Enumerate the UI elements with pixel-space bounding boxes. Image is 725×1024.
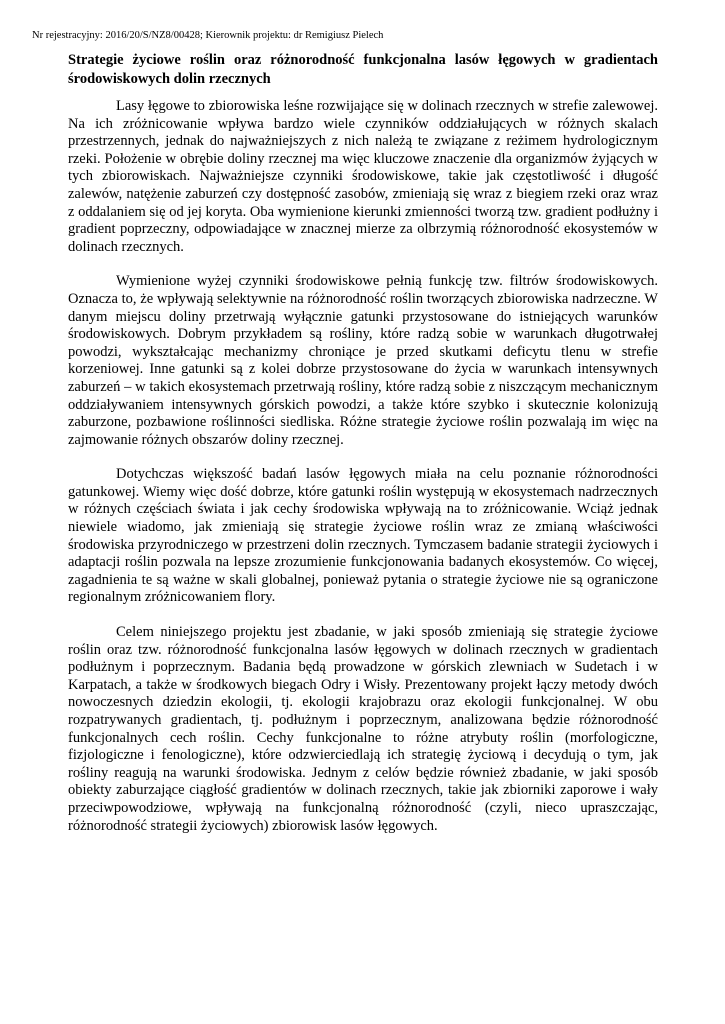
paragraph-4: Celem niniejszego projektu jest zbadanie, w jaki sposób zmieniają się strategie życiowe roślin oraz tzw. różnorodność funkcjonalna lasów łęgowych w dolinach rzecznych w gradientach podłużnym i poprzecznym. Badania będą prowadzone w górskich zlewniach w Sudetach i w Karpatach, a także w środkowych biegach Odry i Wisły. Prezentowany projekt łączy metody dwóch nowoczesnych dziedzin ekologii, tj. ekologii krajobrazu oraz ekologii funkcjonalnej. W obu rozpatrywanych gradientach, tj. podłużnym i poprzecznym, analizowana będzie różnorodność funkcjonalnych cech roślin. Cechy funkcjonalne to różne atrybuty roślin (morfologiczne, fizjologiczne i fenologiczne), które odzwierciedlają ich strategię życiową i decydują o tym, jak rośliny reagują na warunki środowiska. Jednym z celów będzie również zbadanie, w jaki sposób obiekty zaburzające ciągłość gradientów w dolinach rzecznych, takie jak zbiorniki zaporowe i wały przeciwpowodziowe, wpływają na funkcjonalną różnorodność (czyli, nieco upraszczając, różnorodność strategii życiowych) zbiorowisk lasów łęgowych. bbox=[68, 624, 658, 834]
registration-header: Nr rejestracyjny: 2016/20/S/NZ8/00428; Kierownik projektu: dr Remigiusz Pielech bbox=[32, 30, 384, 41]
paragraph-3: Dotychczas większość badań lasów łęgowych miała na celu poznanie różnorodności gatunkowej. Wiemy więc dość dobrze, które gatunki roślin występują w ekosystemach nadrzecznych w różnych częściach świata i jak cechy środowiska wpływają na to zróżnicowanie. Wciąż jednak niewiele wiadomo, jak zmieniają się strategie życiowe roślin wraz ze zmianą właściwości środowiska przyrodniczego w przestrzeni dolin rzecznych. Tymczasem badanie strategii życiowych i adaptacji roślin pozwala na lepsze zrozumienie funkcjonowania badanych ekosystemów. Co więcej, zagadnienia te są ważne w skali globalnej, ponieważ pytania o strategie życiowe nie są ograniczone regionalnym zróżnicowaniem flory. bbox=[68, 466, 658, 606]
document-body bbox=[68, 98, 658, 852]
paragraph-1: Lasy łęgowe to zbiorowiska leśne rozwijające się w dolinach rzecznych w strefie zalewowej. Na ich zróżnicowanie wpływa bardzo wiele czynników oddziałujących w różnych skalach przestrzennych, jednak do najważniejszych z nich należą te związane z reżimem hydrologicznym rzeki. Położenie w obrębie doliny rzecznej ma więc kluczowe znaczenie dla organizmów żyjących w tych zbiorowiskach. Najważniejsze czynniki środowiskowe, takie jak częstotliwość i długość zalewów, natężenie zaburzeń czy dostępność zasobów, zmieniają się wraz z biegiem rzeki oraz wraz z oddalaniem się od jej koryta. Oba wymienione kierunki zmienności tworzą tzw. gradient podłużny i gradient poprzeczny, odpowiadające w znacznej mierze za olbrzymią różnorodność ekosystemów w dolinach rzecznych. bbox=[68, 98, 658, 255]
paragraph-2: Wymienione wyżej czynniki środowiskowe pełnią funkcję tzw. filtrów środowiskowych. Oznacza to, że wpływają selektywnie na różnorodność roślin tworzących zbiorowiska nadrzeczne. W danym miejscu doliny przetrwają wyłącznie gatunki przystosowane do istniejących warunków środowiskowych. Dobrym przykładem są rośliny, które radzą sobie w warunkach długotrwałej powodzi, wykształcając mechanizmy chroniące je przed skutkami deficytu tlenu w strefie korzeniowej. Inne gatunki są z kolei dobrze przystosowane do życia w warunkach intensywnych zaburzeń – w takich ekosystemach przetrwają rośliny, które radzą sobie z niszczącym mechanicznym oddziaływaniem intensywnych górskich powodzi, a także które szybko i skutecznie kolonizują zaburzone, pozbawione roślinności siedliska. Różne strategie życiowe roślin pozwalają im więc na zajmowanie różnych obszarów doliny rzecznej. bbox=[68, 273, 658, 448]
document-title: Strategie życiowe roślin oraz różnorodność funkcjonalna lasów łęgowych w gradientach środowiskowych dolin rzecznych bbox=[68, 52, 658, 87]
